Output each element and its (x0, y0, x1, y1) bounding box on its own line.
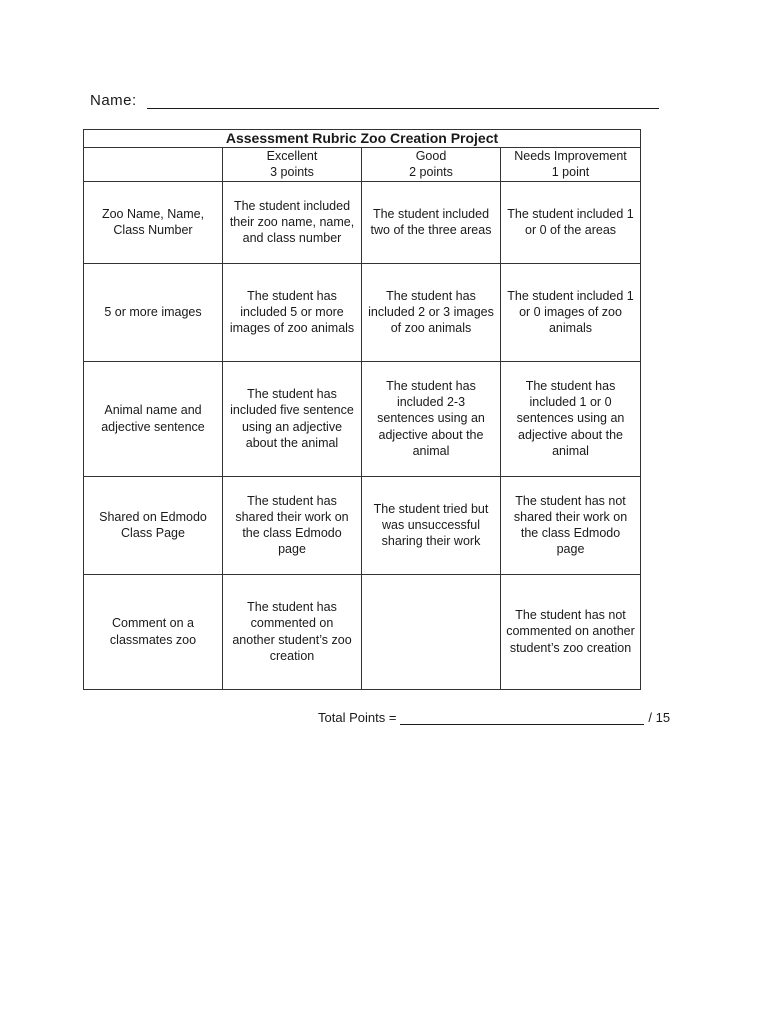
rubric-row (84, 476, 641, 574)
needs-improvement-cell: The student has not shared their work on the class Edmodo page (501, 476, 641, 574)
name-label: Name: (90, 92, 137, 109)
level-points: 1 point (551, 165, 590, 180)
good-cell: The student tried but was unsuccessful sharing their work (362, 476, 501, 574)
level-needs-improvement-header (501, 148, 641, 182)
level-points: 2 points (409, 165, 453, 180)
good-cell (362, 574, 501, 689)
good-cell: The student has included 2-3 sentences using an adjective about the animal (362, 361, 501, 476)
excellent-cell: The student included their zoo name, name, and class number (223, 181, 362, 263)
rubric-table (83, 129, 641, 690)
rubric-row (84, 574, 641, 689)
needs-improvement-cell: The student has included 1 or 0 sentences using an adjective about the animal (501, 361, 641, 476)
total-points-label: Total Points = (318, 710, 397, 725)
level-label: Excellent (266, 149, 318, 163)
needs-improvement-cell: The student included 1 or 0 of the areas (501, 181, 641, 263)
level-header-row (84, 148, 641, 182)
excellent-cell: The student has included five sentence using an adjective about the animal (223, 361, 362, 476)
rubric-row (84, 263, 641, 361)
criterion-cell: 5 or more images (84, 263, 223, 361)
needs-improvement-cell: The student has not commented on another student’s zoo creation (501, 574, 641, 689)
total-points-row (318, 710, 670, 725)
level-label: Good (415, 149, 447, 163)
total-points-blank-line[interactable] (400, 710, 644, 725)
criterion-cell: Zoo Name, Name, Class Number (84, 181, 223, 263)
header-empty-cell (84, 148, 223, 182)
excellent-cell: The student has commented on another student’s zoo creation (223, 574, 362, 689)
rubric-row (84, 181, 641, 263)
good-cell: The student included two of the three areas (362, 181, 501, 263)
level-excellent-header (223, 148, 362, 182)
total-points-max: / 15 (648, 710, 671, 725)
level-label: Needs Improvement (514, 149, 627, 163)
needs-improvement-cell: The student included 1 or 0 images of zoo animals (501, 263, 641, 361)
name-field-row (90, 90, 659, 109)
excellent-cell: The student has included 5 or more images of zoo animals (223, 263, 362, 361)
criterion-cell: Shared on Edmodo Class Page (84, 476, 223, 574)
criterion-cell: Animal name and adjective sentence (84, 361, 223, 476)
rubric-row (84, 361, 641, 476)
level-good-header (362, 148, 501, 182)
good-cell: The student has included 2 or 3 images of zoo animals (362, 263, 501, 361)
rubric-title: Assessment Rubric Zoo Creation Project (84, 130, 641, 148)
level-points: 3 points (270, 165, 314, 180)
name-blank-line[interactable] (147, 90, 659, 109)
excellent-cell: The student has shared their work on the class Edmodo page (223, 476, 362, 574)
criterion-cell: Comment on a classmates zoo (84, 574, 223, 689)
